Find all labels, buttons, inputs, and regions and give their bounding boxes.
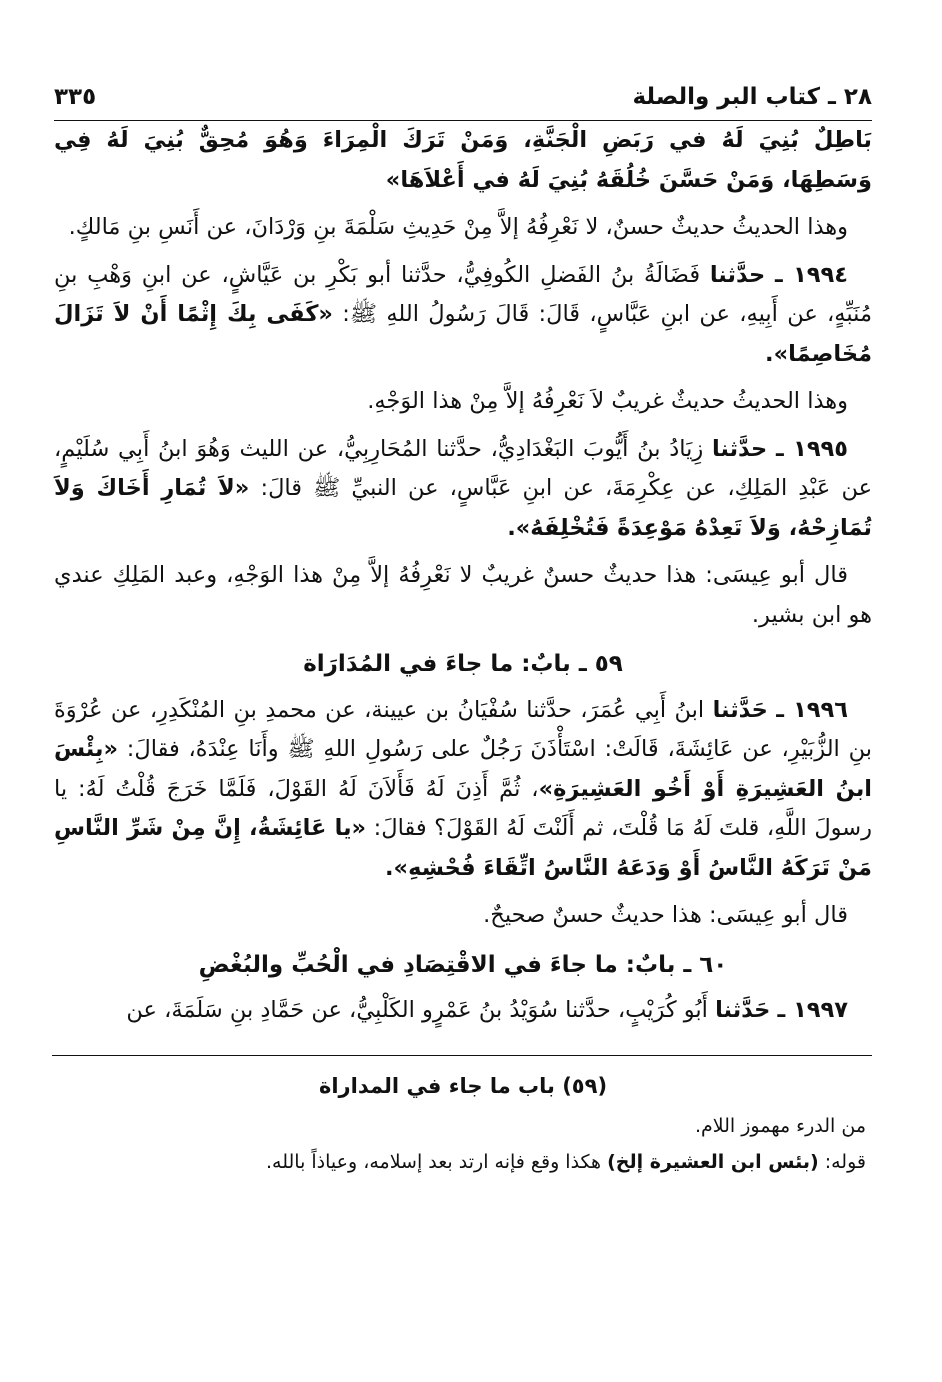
isnad-text: زِيَادُ بنُ أَيُّوبَ البَغْدَادِيُّ، حدَّثنا المُحَارِبِيُّ، عن الليث وَهُوَ ابنُ أَبِي سُلَيْمٍ، عن عَبْدِ المَلِكِ، عن عِكْرِمَةَ، عن ابنِ عَبَّاسٍ، عن النبيِّ ﷺ قالَ: bbox=[54, 435, 872, 501]
commentary-text: وهذا الحديثُ حديثٌ غريبٌ لاَ نَعْرِفُهُ إلاَّ مِنْ هذا الوَجْهِ. bbox=[367, 388, 848, 414]
main-text bbox=[54, 121, 872, 1031]
footnote-prefix: قوله: bbox=[818, 1150, 866, 1173]
isnad-text: فَضَالَةُ بنُ الفَضلِ الكُوفِيُّ، حدَّثنا أبو بَكْرِ بن عَيَّاشٍ، عن ابنِ وَهْبِ بنِ مُنَبِّهٍ، عن أَبِيهِ، عن ابنِ عَبَّاسٍ، قَالَ: قَالَ رَسُولُ اللهِ ﷺ: bbox=[54, 261, 873, 327]
running-head bbox=[54, 70, 872, 110]
paragraph bbox=[54, 382, 872, 422]
hadith-quote: بَاطِلٌ بُنِيَ لَهُ في رَبَضِ الْجَنَّةِ، وَمَنْ تَرَكَ الْمِرَاءَ وَهُوَ مُحِقٌّ بُنِيَ لَهُ فِي وَسَطِهَا، وَمَنْ حَسَّنَ خُلُقَهُ بُنِيَ لَهُ في أَعْلاَهَا» bbox=[54, 127, 872, 193]
narrative-text: ، ثُمَّ أَذِنَ لَهُ فَأَلاَنَ لَهُ القَوْلَ، فَلَمَّا خَرَجَ قُلْتُ لَهُ: يا رسولَ اللَّهِ، قلتَ لَهُ مَا قُلْتَ، ثم أَلَنْتَ لَهُ القَوْلَ؟ فقالَ: bbox=[54, 775, 873, 841]
footnote-heading: (٥٩) باب ما جاء في المداراة bbox=[318, 1073, 608, 1098]
footnote-line bbox=[54, 1144, 872, 1180]
footnote-bold-quote: (بئس ابن العشيرة إلخ) bbox=[607, 1150, 819, 1173]
hadith-quote: «بِئْسَ ابنُ العَشِيرَةِ أَوْ أَخُو العَشِيرَةِ» bbox=[54, 736, 873, 802]
chapter-heading-60: ٦٠ ـ بابٌ: ما جاءَ في الاقْتِصَادِ في الْحُبِّ والبُغْضِ bbox=[198, 951, 728, 978]
paragraph bbox=[54, 556, 872, 635]
paragraph bbox=[54, 121, 872, 200]
footnotes bbox=[54, 1068, 872, 1180]
hadith-number: ١٩٩٦ ـ bbox=[776, 696, 849, 723]
chapter-heading-59: ٥٩ ـ بابٌ: ما جاءَ في المُدَارَاة bbox=[303, 651, 623, 677]
footnote-rule bbox=[52, 1055, 872, 1056]
hadith-paragraph bbox=[54, 991, 872, 1031]
chapter-title: ٢٨ ـ كتاب البر والصلة bbox=[632, 84, 872, 110]
hadith-quote: «كَفَى بِكَ إِثْمًا أَنْ لاَ تَزَالَ مُخَاصِمًا». bbox=[54, 301, 872, 367]
footnote-rest: هكذا وقع فإنه ارتد بعد إسلامه، وعياذاً بالله. bbox=[265, 1150, 608, 1173]
paragraph bbox=[54, 896, 872, 936]
commentary-text: وهذا الحديثُ حديثٌ حسنٌ، لا نَعْرِفُهُ إلاَّ مِنْ حَدِيثِ سَلْمَةَ بنِ وَرْدَانَ، عن أَنَسِ بنِ مَالكٍ. bbox=[68, 214, 848, 240]
paragraph bbox=[54, 208, 872, 248]
hadith-number: ١٩٩٥ ـ bbox=[775, 435, 849, 462]
haddathana-keyword: حَدَّثنا bbox=[712, 696, 768, 723]
haddathana-keyword: حدَّثنا bbox=[711, 435, 768, 462]
hadith-number: ١٩٩٧ ـ bbox=[777, 997, 848, 1023]
haddathana-keyword: حَدَّثنا bbox=[715, 997, 771, 1023]
hadith-paragraph bbox=[54, 256, 872, 375]
haddathana-keyword: حدَّثنا bbox=[709, 261, 766, 288]
hadith-quote: «لاَ تُمَارِ أَخَاكَ وَلاَ تُمَازِحْهُ، وَلاَ تَعِدْهُ مَوْعِدَةً فَتُخْلِفَهُ». bbox=[54, 475, 872, 541]
commentary-text: قال أبو عِيسَى: هذا حديثٌ حسنٌ غريبٌ لا نَعْرِفُهُ إلاَّ مِنْ هذا الوَجْهِ، وعبد المَلِكِ عندي هو ابن بشير. bbox=[54, 562, 872, 628]
hadith-quote: «يا عَائِشَةُ، إِنَّ مِنْ شَرِّ النَّاسِ مَنْ تَرَكَهُ النَّاسُ أَوْ وَدَعَهُ النَّاسُ اتِّقَاءَ فُحْشِهِ». bbox=[54, 815, 872, 881]
hadith-number: ١٩٩٤ ـ bbox=[774, 261, 849, 288]
footnote-line: من الدرء مهموز اللام. bbox=[694, 1114, 866, 1137]
hadith-paragraph bbox=[54, 430, 872, 549]
commentary-text: قال أبو عِيسَى: هذا حديثٌ حسنٌ صحيحٌ. bbox=[483, 902, 848, 928]
isnad-text: أَبُو كُرَيْبٍ، حدَّثنا سُوَيْدُ بنُ عَمْرٍو الكَلْبِيُّ، عن حَمَّادِ بنِ سَلَمَةَ، عن bbox=[126, 997, 708, 1023]
page-number: ٣٣٥ bbox=[54, 84, 97, 110]
isnad-text: ابنُ أَبِي عُمَرَ، حدَّثنا سُفْيَانُ بن عيينة، عن محمدِ بنِ المُنْكَدِرِ، عن عُرْوَةَ بنِ الزُّبَيْرِ، عن عَائِشَةَ، قَالَتْ: اسْتَأْذَنَ رَجُلٌ على رَسُولِ اللهِ ﷺ وأَنَا عِنْدَهُ، فقالَ: bbox=[54, 696, 873, 762]
hadith-paragraph bbox=[54, 691, 872, 889]
